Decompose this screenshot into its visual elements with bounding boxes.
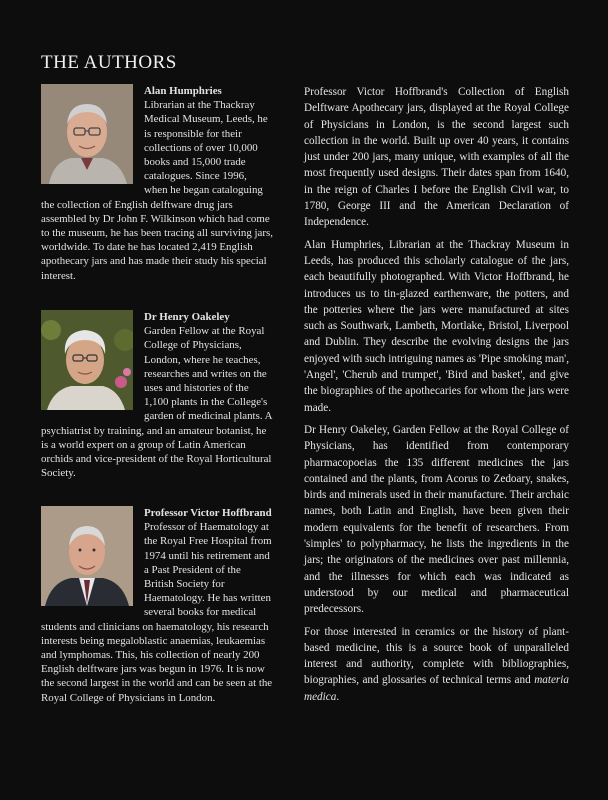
page-title: THE AUTHORS xyxy=(41,52,177,73)
paragraph: Alan Humphries, Librarian at the Thackray Museum in Leeds, has produced this scholarly catalogue of the jars, each beautifully photographed. With Victor Hoffbrand, he introduces us to tin-glazed earthenware, the potters, and the potteries where the jars were manufactured at sites such as Southwark, Lambeth, Mortlake, Bristol, Liverpool and Dublin. They describe the evolving designs the jars enjoyed with such intriguing names as 'Pipe smoking man', 'Angel', 'Cherub and trumpet', 'Bird and basket', and give the biographies of the apothecaries for whom the jars were made. xyxy=(304,238,569,414)
author-name: Dr Henry Oakeley xyxy=(144,311,230,323)
author-bio: Librarian at the Thackray Medical Museum, Leeds, he is responsible for their collections of over 10,000 books and 15,000 trade catalogues. Since 1996, when he began cataloguing the collection of English delftware drug jars assembled by Dr John F. Wilkinson which had come to the museum, he has been tracing all surviving jars, worldwide. To date he has located 2,419 English apothecary jars and has made their study his special interest. xyxy=(41,99,273,282)
author-bio: Professor of Haematology at the Royal Free Hospital from 1974 until his retirement and a Past President of the British Society for Haematology. He has written several books for medical students and clinicians on haematology, his research interests being megaloblastic anaemias, leukaemias and lymphomas. This, his collection of nearly 200 English delftware jars was begun in 1976. It is now the second largest in the world and can be seen at the Royal College of Physicians in London. xyxy=(41,521,273,704)
portrait-humphries-image xyxy=(41,84,133,184)
paragraph-text: For those interested in ceramics or the history of plant-based medicine, this is a source book of unparalleled interest and authority, complete with bibliographies, biographies, and glossaries of technical terms and xyxy=(304,625,569,687)
author-photo-oakeley xyxy=(41,310,133,410)
author-bio: Garden Fellow at the Royal College of Physicians, London, where he teaches, researches and writes on the uses and histories of the 1,100 plants in the College's garden of medicinal plants. A psychiatrist by training, and an amateur botanist, he is a world expert on a group of Latin American orchids and vice-president of the Royal Horticultural Society. xyxy=(41,325,272,480)
author-oakeley xyxy=(41,310,273,480)
italic-term: materia medica xyxy=(304,674,569,703)
portrait-hoffbrand-image xyxy=(41,506,133,606)
paragraph: Dr Henry Oakeley, Garden Fellow at the Royal College of Physicians, has identified from contemporary pharmacopoeias the 135 different medicines the jars contained and the plants, from Acorus to Zedoary, snakes, birds and minerals used in their manufacture. Their archaic names, both Latin and English, have been given their modern equivalents for the benefit of researchers. From 'simples' to polypharmacy, he lists the ingredients in the jars; the originators of the medicines over past millennia, and the illnesses for which each was indicated as understood by our medical and pharmaceutical predecessors. xyxy=(304,423,569,616)
author-photo-hoffbrand xyxy=(41,506,133,606)
author-name: Professor Victor Hoffbrand xyxy=(144,507,272,519)
paragraph xyxy=(304,624,569,705)
description-column xyxy=(304,84,569,711)
author-hoffbrand xyxy=(41,506,273,705)
author-humphries xyxy=(41,84,273,283)
author-name: Alan Humphries xyxy=(144,85,222,97)
paragraph-end: . xyxy=(336,690,340,703)
portrait-oakeley-image xyxy=(41,310,133,410)
author-photo-humphries xyxy=(41,84,133,184)
paragraph: Professor Victor Hoffbrand's Collection of English Delftware Apothecary jars, displayed at the Royal College of Physicians in London, is the second largest such collection in the world. Built up over 40 years, it contains just under 200 jars, many unique, with examples of all the most frequently used designs. Their dates span from 1640, in the reign of Charles I before the English Civil war, to 1780, George III and the American Declaration of Independence. xyxy=(304,86,569,229)
